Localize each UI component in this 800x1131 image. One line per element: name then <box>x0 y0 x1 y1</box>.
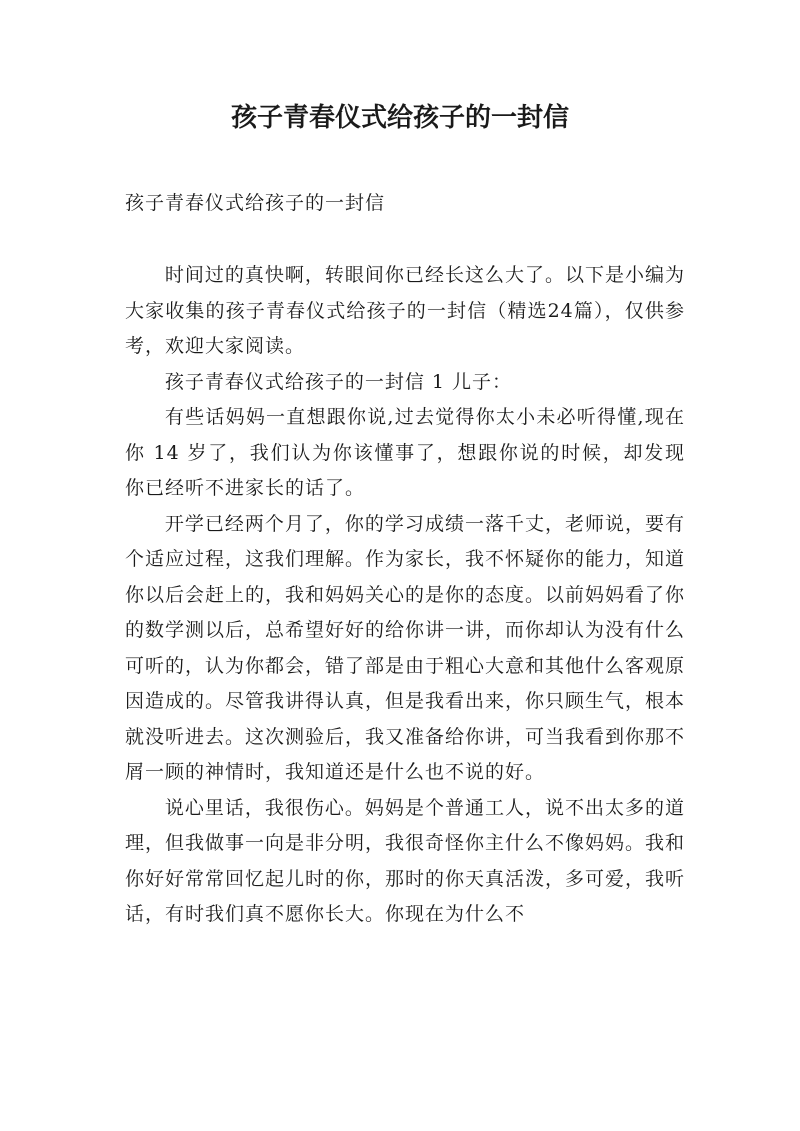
document-title: 孩子青春仪式给孩子的一封信 <box>230 103 569 133</box>
paragraph: 开学已经两个月了，你的学习成绩一落千丈，老师说，要有个适应过程，这我们理解。作为家长，我不怀疑你的能力，知道你以后会赶上的，我和妈妈关心的是你的态度。以前妈妈看了你的数学测以后，总希望好好的给你讲一讲，而你却认为没有什么可听的，认为你都会，错了部是由于粗心大意和其他什么客观原因造成的。尽管我讲得认真，但是我看出来，你只顾生气，根本就没听进去。这次测验后，我又准备给你讲，可当我看到你那不屑一顾的神情时，我知道还是什么也不说的好。 <box>125 512 686 783</box>
document-body <box>125 258 685 933</box>
paragraph: 时间过的真快啊，转眼间你已经长这么大了。以下是小编为大家收集的孩子青春仪式给孩子的一封信（精选24篇），仅供参考，欢迎大家阅读。 <box>125 264 685 357</box>
paragraph: 孩子青春仪式给孩子的一封信 1 儿子： <box>164 370 513 393</box>
paragraph: 有些话妈妈一直想跟你说,过去觉得你太小未必听得懂,现在你 14 岁了，我们认为你该懂事了，想跟你说的时候，却发现你已经听不进家长的话了。 <box>125 406 685 499</box>
document-subtitle: 孩子青春仪式给孩子的一封信 <box>125 192 386 214</box>
paragraph: 说心里话，我很伤心。妈妈是个普通工人，说不出太多的道理，但我做事一向是非分明，我很奇怪你主什么不像妈妈。我和你好好常常回忆起儿时的你，那时的你天真活泼，多可爱，我听话，有时我们真不愿你长大。你现在为什么不 <box>125 796 686 925</box>
